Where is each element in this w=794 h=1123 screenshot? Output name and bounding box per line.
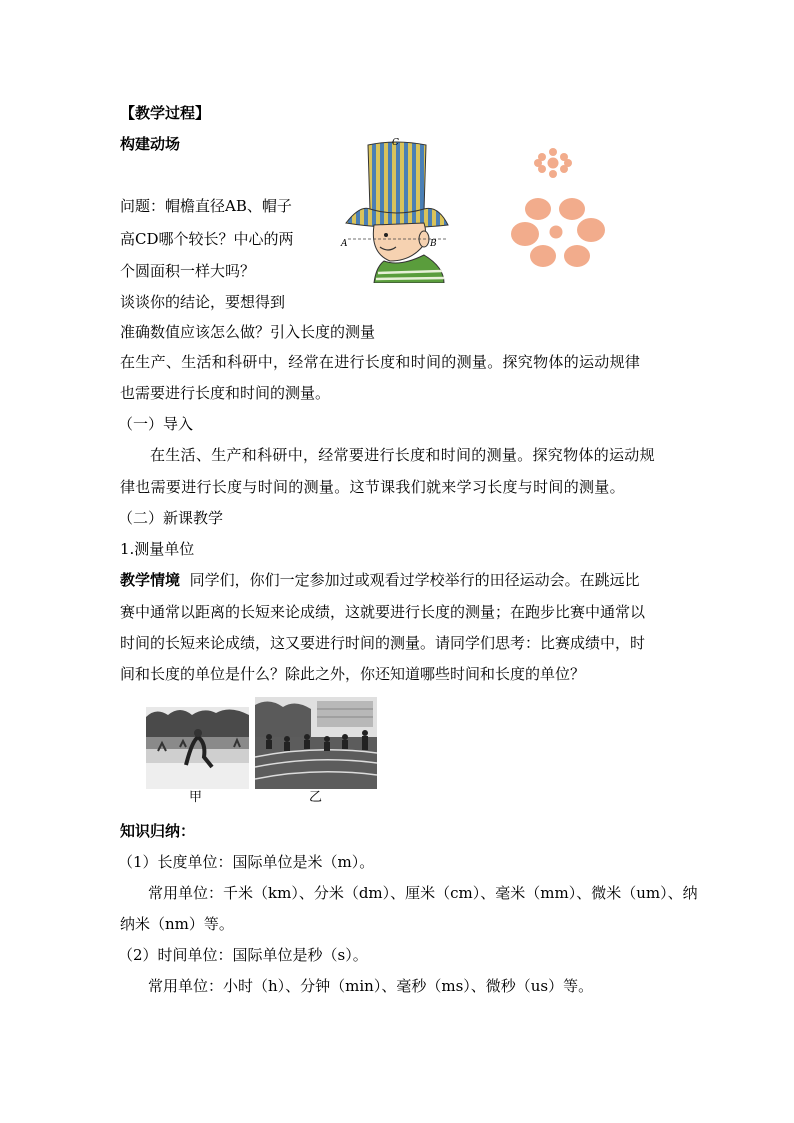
scenario-line-1	[120, 570, 640, 590]
part2-heading: （二）新课教学	[118, 509, 224, 527]
para1-line-1: 在生产、生活和科研中，经常在进行长度和时间的测量。探究物体的运动规律	[120, 353, 641, 371]
time-unit-line: （2）时间单位：国际单位是秒（s）。	[118, 946, 368, 964]
scenario-line-2: 赛中通常以距离的长短来论成绩，这就要进行长度的测量；在跑步比赛中通常以	[120, 603, 646, 621]
photo-caption-right: 乙	[309, 790, 323, 805]
time-common-units: 常用单位：小时（h）、分钟（min）、毫秒（ms）、微秒（us）等。	[148, 977, 594, 995]
question-line-3: 个圆面积一样大吗？	[120, 262, 256, 280]
scenario-line-1-text: 同学们，你们一定参加过或观看过学校举行的田径运动会。在跳远比	[189, 571, 640, 589]
circles-illusion-figure	[505, 142, 610, 270]
small-circles-cluster	[534, 148, 572, 178]
question-line-5: 准确数值应该怎么做？引入长度的测量	[120, 323, 376, 341]
length-unit-line: （1）长度单位：国际单位是米（m）。	[118, 853, 375, 871]
part1-text-line-2: 律也需要进行长度与时间的测量。这节课我们就来学习长度与时间的测量。	[120, 478, 625, 496]
question-line-4: 谈谈你的结论，要想得到	[120, 293, 286, 311]
hat-figure	[340, 135, 452, 283]
hat-label-a: A	[341, 239, 348, 249]
scenario-label: 教学情境	[120, 571, 181, 589]
large-circles-cluster	[511, 198, 605, 267]
knowledge-heading: 知识归纳：	[120, 822, 196, 840]
section-title: 【教学过程】	[120, 104, 211, 122]
topic1-heading: 1.测量单位	[120, 540, 195, 558]
question-line-2: 高CD哪个较长？中心的两	[120, 230, 294, 248]
hat-label-c: C	[392, 138, 399, 148]
sprint-photo	[255, 697, 377, 789]
scenario-line-4: 间和长度的单位是什么？除此之外，你还知道哪些时间和长度的单位？	[120, 665, 586, 683]
length-common-units-2: 纳米（nm）等。	[120, 915, 234, 933]
question-line-1: 问题：帽檐直径AB、帽子	[120, 197, 292, 215]
part1-text-line-1: 在生活、生产和科研中，经常要进行长度和时间的测量。探究物体的运动规	[150, 446, 655, 464]
long-jump-photo	[146, 707, 249, 789]
para1-line-2: 也需要进行长度和时间的测量。	[120, 384, 331, 402]
part1-heading: （一）导入	[118, 415, 194, 433]
scenario-line-3: 时间的长短来论成绩，这又要进行时间的测量。请同学们思考：比赛成绩中，时	[120, 634, 646, 652]
hat-label-b: B	[430, 239, 437, 249]
intro-heading: 构建动场	[120, 135, 181, 153]
photo-caption-left: 甲	[189, 790, 203, 805]
length-common-units-1: 常用单位：千米（km）、分米（dm）、厘米（cm）、毫米（mm）、微米（um）、纳	[148, 884, 698, 902]
